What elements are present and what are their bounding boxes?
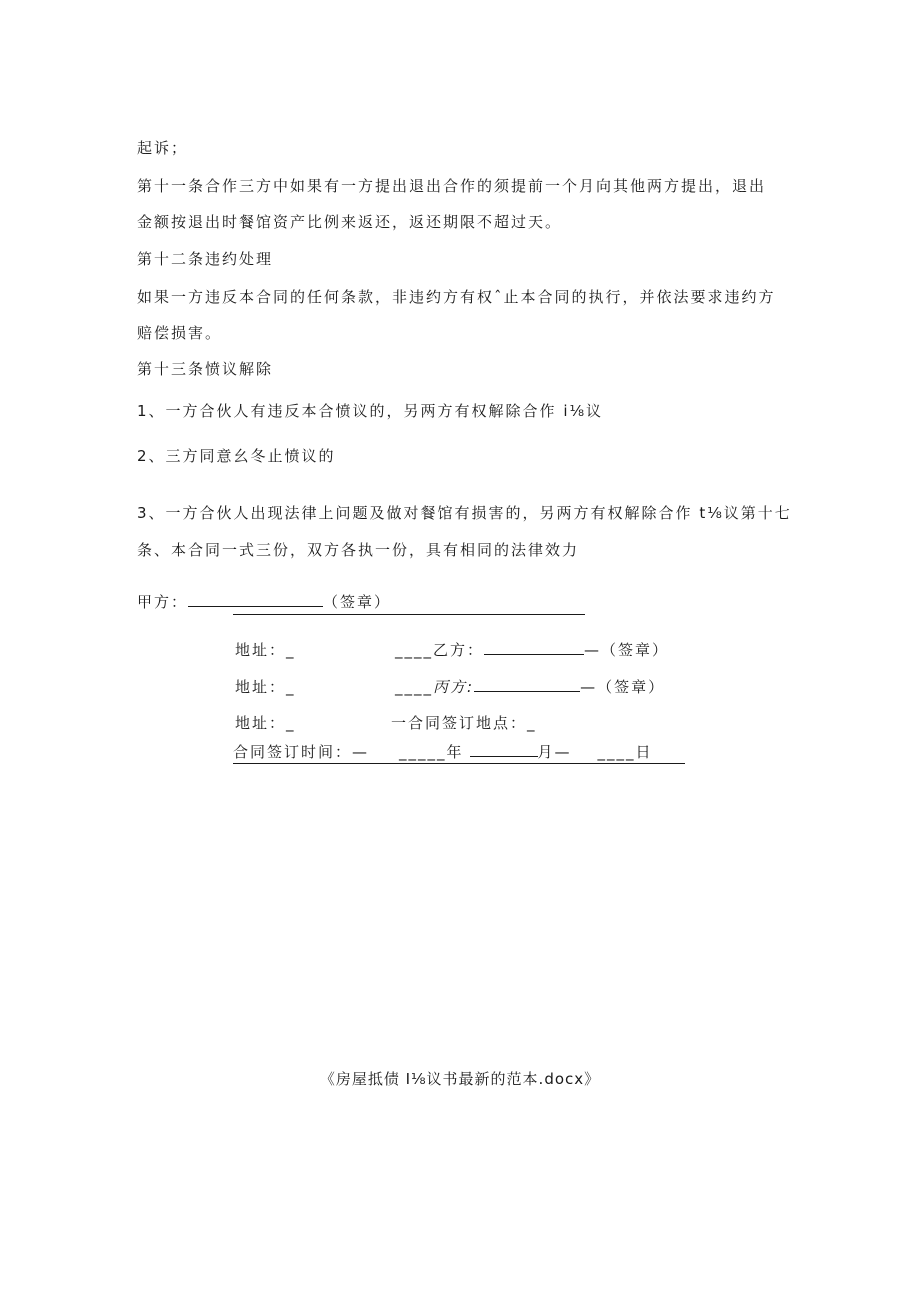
contract-time-row — [233, 742, 653, 762]
party-a-seal: （签章） — [323, 593, 392, 611]
party-c-label: ____丙方: — [395, 678, 475, 696]
clause-12-line-2: 赔偿损害。 — [137, 324, 223, 342]
clause-13-item-3-line-2: 条、本合同一式三份，双方各执一份，具有相同的法律效力 — [137, 541, 580, 559]
contract-place-label: 一合同签订地点：_ — [391, 714, 537, 732]
text-qisu: 起诉； — [137, 139, 189, 157]
day-label: ____日 — [597, 743, 653, 761]
party-b-row — [395, 640, 669, 660]
party-c-row — [395, 677, 665, 697]
party-b-label: ____乙方： — [395, 641, 485, 659]
clause-13-heading: 第十三条愤议解除 — [137, 360, 274, 378]
clause-13-item-1: 1、一方合伙人有违反本合愤议的，另两方有权解除合作 i⅛议 — [137, 402, 604, 420]
clause-13-item-3-line-1: 3、一方合伙人出现法律上问题及做对餐馆有损害的，另两方有权解除合作 t⅛议第十七 — [137, 504, 792, 522]
address-place-label: 地址：_ — [235, 714, 296, 732]
contract-time-rule — [233, 763, 685, 764]
party-b-seal: —（签章） — [584, 641, 670, 659]
year-label: _____年 — [399, 743, 464, 761]
month-label: 月— — [537, 743, 572, 761]
clause-13-item-2: 2、三方同意幺冬止愤议的 — [137, 447, 336, 465]
clause-11-line-2: 金额按退出时餐馆资产比例来返还，返还期限不超过天。 — [137, 213, 563, 231]
address-c-label: 地址：_ — [235, 678, 296, 696]
clause-11-line-1: 第十一条合作三方中如果有一方提出退出合作的须提前一个月向其他两方提出，退出 — [137, 177, 767, 195]
party-b-blank — [484, 640, 584, 655]
party-a-row — [137, 592, 391, 612]
party-a-rule — [233, 614, 585, 615]
document-footer-title: 《房屋抵债 I⅛议书最新的范本.docx》 — [319, 1070, 601, 1088]
party-a-label: 甲方： — [137, 593, 189, 611]
clause-12-heading: 第十二条违约处理 — [137, 250, 274, 268]
party-a-blank — [188, 592, 323, 607]
clause-12-line-1: 如果一方违反本合同的任何条款，非违约方有权ˆ止本合同的执行，并依法要求违约方 — [137, 288, 776, 306]
party-c-seal: —（签章） — [580, 678, 666, 696]
party-c-blank — [474, 677, 580, 692]
month-blank — [470, 742, 538, 757]
address-b-label: 地址：_ — [235, 641, 296, 659]
contract-time-label: 合同签订时间：— — [233, 743, 370, 761]
